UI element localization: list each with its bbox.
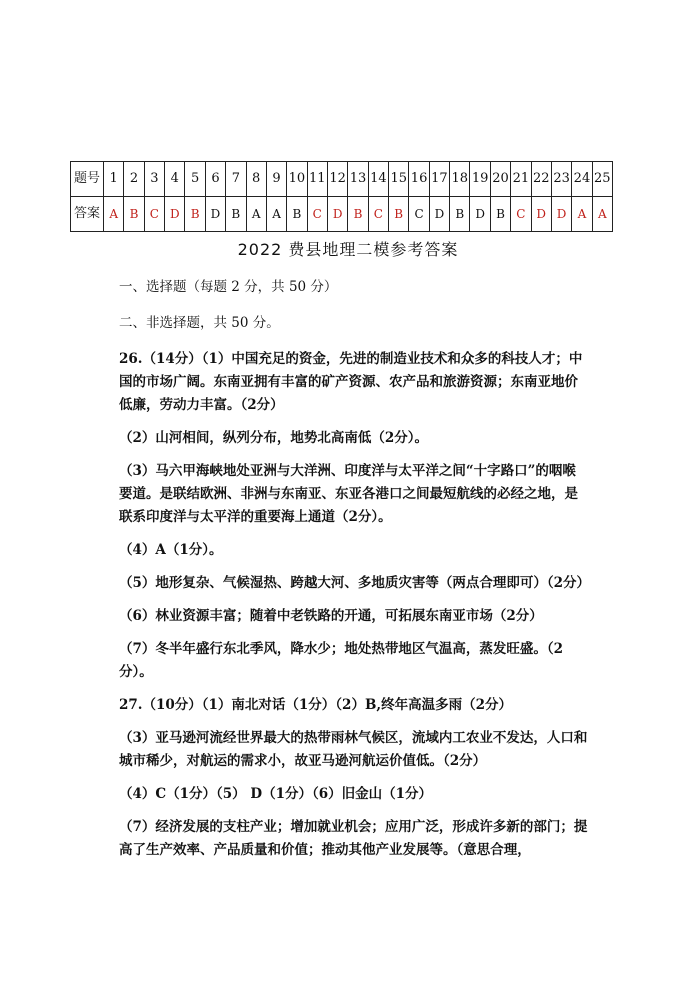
answer-row (71, 197, 613, 232)
question-number-cell: 15 (389, 162, 409, 197)
q26-part4: （4）A（1分）。 (119, 542, 223, 558)
question-number-cell: 2 (124, 162, 144, 197)
document-title: 2022 费县地理二模参考答案 (237, 240, 459, 259)
answer-cell: B (490, 197, 510, 232)
answer-content (119, 276, 589, 872)
question-number-cell: 14 (368, 162, 388, 197)
q26-part3: （3）马六甲海峡地处亚洲与大洋洲、印度洋与太平洋之间“十字路口”的咽喉要道。是联结欧洲、非洲与东南亚、东亚各港口之间最短航线的必经之地，是联系印度洋与太平洋的重要海上通道（2分）。 (119, 463, 578, 525)
answer-table (70, 161, 613, 232)
question-number-cell: 6 (205, 162, 225, 197)
q26-part5: （5）地形复杂、气候湿热、跨越大河、多地质灾害等（两点合理即可）（2分） (119, 575, 591, 591)
question-number-cell: 17 (429, 162, 449, 197)
q27-part7: （7）经济发展的支柱产业；增加就业机会；应用广泛，形成许多新的部门；提高了生产效率、产品质量和价值；推动其他产业发展等。（意思合理， (119, 819, 588, 858)
answer-cell: B (226, 197, 246, 232)
answer-cell: C (409, 197, 429, 232)
question-number-cell: 1 (104, 162, 124, 197)
answer-cell: D (205, 197, 225, 232)
answer-cell: B (124, 197, 144, 232)
question-number-cell: 4 (165, 162, 185, 197)
section-choice-heading: 一、选择题（每题 2 分，共 50 分） (119, 279, 338, 295)
answer-cell: B (450, 197, 470, 232)
answer-cell: D (531, 197, 551, 232)
answer-cell: D (165, 197, 185, 232)
q26-part2: （2）山河相间，纵列分布，地势北高南低（2分）。 (119, 430, 429, 446)
question-number-row (71, 162, 613, 197)
answer-header: 答案 (71, 197, 104, 232)
answer-cell: B (185, 197, 205, 232)
question-number-cell: 13 (348, 162, 368, 197)
question-number-cell: 8 (246, 162, 266, 197)
q27-part3: （3）亚马逊河流经世界最大的热带雨林气候区，流域内工农业不发达，人口和城市稀少，对航运的需求小，故亚马逊河航运价值低。（2分） (119, 730, 588, 769)
answer-cell: D (429, 197, 449, 232)
question-number-cell: 10 (287, 162, 307, 197)
question-number-cell: 9 (266, 162, 286, 197)
answer-cell: A (592, 197, 612, 232)
answer-cell: A (104, 197, 124, 232)
q26-part6: （6）林业资源丰富；随着中老铁路的开通，可拓展东南亚市场（2分） (119, 608, 543, 624)
question-number-cell: 3 (144, 162, 164, 197)
answer-cell: C (307, 197, 327, 232)
answer-cell: C (368, 197, 388, 232)
question-number-cell: 20 (490, 162, 510, 197)
answer-cell: A (266, 197, 286, 232)
question-number-cell: 22 (531, 162, 551, 197)
question-number-cell: 5 (185, 162, 205, 197)
question-number-cell: 7 (226, 162, 246, 197)
question-number-cell: 11 (307, 162, 327, 197)
answer-cell: C (511, 197, 531, 232)
answer-cell: D (327, 197, 347, 232)
answer-cell: B (348, 197, 368, 232)
question-number-cell: 21 (511, 162, 531, 197)
q27-part4-6: （4）C（1分）（5） D（1分）（6）旧金山（1分） (119, 786, 433, 802)
question-number-cell: 18 (450, 162, 470, 197)
question-number-cell: 12 (327, 162, 347, 197)
answer-cell: D (551, 197, 571, 232)
section-nonchoice-heading: 二、非选择题，共 50 分。 (119, 315, 280, 331)
question-number-cell: 25 (592, 162, 612, 197)
answer-cell: A (246, 197, 266, 232)
q27-part1-2: 27.（10分）（1）南北对话（1分）（2）B,终年高温多雨（2分） (119, 697, 512, 713)
answer-cell: A (572, 197, 592, 232)
question-number-cell: 16 (409, 162, 429, 197)
answer-cell: C (144, 197, 164, 232)
answer-cell: D (470, 197, 490, 232)
question-number-cell: 24 (572, 162, 592, 197)
answer-cell: B (287, 197, 307, 232)
question-number-cell: 19 (470, 162, 490, 197)
q26-part7: （7）冬半年盛行东北季风，降水少；地处热带地区气温高，蒸发旺盛。（2分）。 (119, 641, 564, 680)
q26-part1: 26.（14分）（1）中国充足的资金，先进的制造业技术和众多的科技人才；中国的市场广阔。东南亚拥有丰富的矿产资源、农产品和旅游资源；东南亚地价低廉，劳动力丰富。（2分） (119, 351, 583, 413)
question-number-cell: 23 (551, 162, 571, 197)
answer-cell: B (389, 197, 409, 232)
question-number-header: 题号 (71, 162, 104, 197)
